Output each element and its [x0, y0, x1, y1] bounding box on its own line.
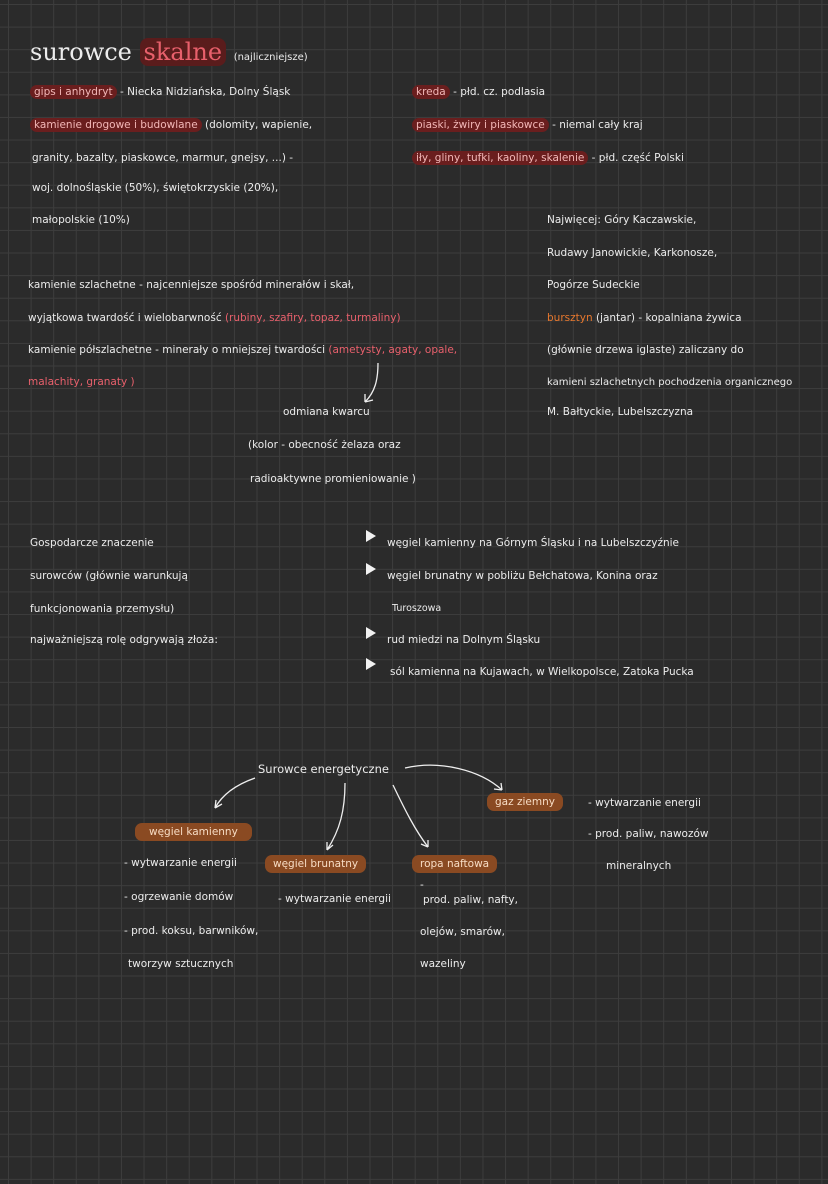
- arrow-oil: [393, 785, 428, 847]
- deposit-item: węgiel kamienny na Górnym Śląsku i na Lubelszczyźnie: [387, 537, 680, 549]
- rock-line: granity, bazalty, piaskowce, marmur, gnejsy, ...) -: [32, 152, 294, 164]
- oil-use: olejów, smarów,: [420, 926, 505, 938]
- bullet-triangle-icon: [366, 530, 376, 542]
- deposit-item: rud miedzi na Dolnym Śląsku: [387, 634, 541, 646]
- rock-line: woj. dolnośląskie (50%), świętokrzyskie (20%),: [32, 182, 279, 194]
- title-note: (najliczniejsze): [233, 52, 308, 63]
- title-highlight: skalne: [140, 38, 227, 66]
- title-word: surowce: [30, 38, 132, 66]
- gems-line: malachity, granaty ): [28, 376, 135, 388]
- rock-item: gips i anhydryt - Niecka Nidziańska, Dolny Śląsk: [30, 85, 290, 99]
- rock-item: iły, gliny, tufki, kaoliny, skalenie - płd. część Polski: [412, 151, 684, 165]
- economy-line: najważniejszą rolę odgrywają złoża:: [30, 634, 218, 646]
- gas-use: mineralnych: [606, 860, 672, 872]
- rock-item: piaski, żwiry i piaskowce - niemal cały kraj: [412, 118, 643, 132]
- amber-line: (głównie drzewa iglaste) zaliczany do: [547, 344, 744, 356]
- bullet-triangle-icon: [366, 627, 376, 639]
- deposit-item-cont: Turoszowa: [392, 603, 442, 614]
- amber-line: bursztyn (jantar) - kopalniana żywica: [547, 312, 742, 324]
- economy-line: surowców (głównie warunkują: [30, 570, 188, 582]
- gas-label: gaz ziemny: [487, 793, 563, 811]
- amber-line: kamieni szlachetnych pochodzenia organicznego: [547, 377, 793, 388]
- deposit-item: węgiel brunatny w pobliżu Bełchatowa, Konina oraz: [387, 570, 658, 582]
- amber-line: Rudawy Janowickie, Karkonosze,: [547, 247, 718, 259]
- arrow-kwarc: [365, 363, 378, 402]
- rock-line: małopolskie (10%): [32, 214, 130, 226]
- amber-line: Pogórze Sudeckie: [547, 279, 640, 291]
- hard-coal-use: - prod. koksu, barwników,: [124, 925, 259, 937]
- arrow-gas: [405, 765, 502, 790]
- hard-coal-use: tworzyw sztucznych: [128, 958, 234, 970]
- quartz-label: odmiana kwarcu: [283, 406, 370, 418]
- bullet-triangle-icon: [366, 563, 376, 575]
- dash: -: [420, 879, 424, 891]
- bullet-triangle-icon: [366, 658, 376, 670]
- quartz-note: (kolor - obecność żelaza oraz: [248, 439, 401, 451]
- hard-coal-use: - wytwarzanie energii: [124, 857, 237, 869]
- gas-use: - wytwarzanie energii: [588, 797, 701, 809]
- gems-line: kamienie półszlachetne - minerały o mniejszej twardości (ametysty, agaty, opale,: [28, 344, 458, 356]
- rock-item: kreda - płd. cz. podlasia: [412, 85, 545, 99]
- hard-coal-use: - ogrzewanie domów: [124, 891, 234, 903]
- economy-line: Gospodarcze znaczenie: [30, 537, 154, 549]
- arrow-hard-coal: [215, 778, 255, 808]
- page-title: [30, 38, 308, 72]
- oil-use: wazeliny: [420, 958, 466, 970]
- gems-line: kamienie szlachetne - najcenniejsze spośród minerałów i skał,: [28, 279, 355, 291]
- amber-line: M. Bałtyckie, Lubelszczyzna: [547, 406, 694, 418]
- brown-coal-label: węgiel brunatny: [265, 855, 366, 873]
- economy-line: funkcjonowania przemysłu): [30, 603, 175, 615]
- oil-use: prod. paliw, nafty,: [423, 894, 518, 906]
- quartz-note: radioaktywne promieniowanie ): [250, 473, 416, 485]
- energy-title: Surowce energetyczne: [258, 762, 389, 776]
- hard-coal-label: węgiel kamienny: [135, 823, 252, 841]
- amber-line: Najwięcej: Góry Kaczawskie,: [547, 214, 697, 226]
- arrow-brown-coal: [327, 783, 345, 850]
- deposit-item: sól kamienna na Kujawach, w Wielkopolsce, Zatoka Pucka: [390, 666, 694, 678]
- gems-line: wyjątkowa twardość i wielobarwność (rubiny, szafiry, topaz, turmaliny): [28, 312, 401, 324]
- brown-coal-use: - wytwarzanie energii: [278, 893, 391, 905]
- rock-item: kamienie drogowe i budowlane (dolomity, wapienie,: [30, 118, 312, 132]
- gas-use: - prod. paliw, nawozów: [588, 828, 709, 840]
- oil-label: ropa naftowa: [412, 855, 497, 873]
